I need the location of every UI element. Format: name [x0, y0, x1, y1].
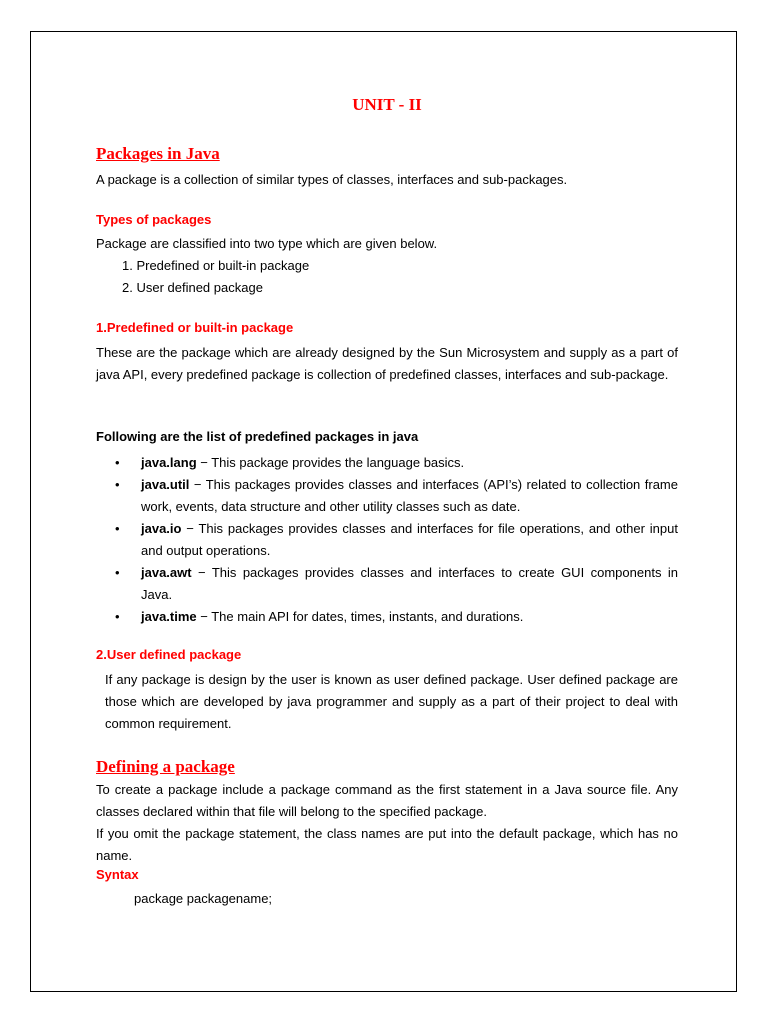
packages-heading: Packages in Java	[96, 144, 220, 163]
list-item	[96, 452, 678, 474]
list-item	[96, 606, 678, 628]
package-name: java.lang	[141, 455, 197, 470]
package-description: − This packages provides classes and interfaces (API’s) related to collection frame work, events, data structure and other utility classes such as date.	[141, 477, 678, 514]
defining-heading: Defining a package	[96, 757, 235, 776]
list-item	[96, 518, 678, 562]
predefined-packages-list	[96, 452, 678, 628]
package-description: − This package provides the language basics.	[196, 455, 465, 470]
package-description: − This packages provides classes and interfaces for file operations, and other input and output operations.	[141, 521, 678, 558]
bullet-icon: •	[115, 565, 120, 580]
types-intro: Package are classified into two type which are given below.	[96, 236, 438, 251]
defining-paragraph-1: To create a package include a package command as the first statement in a Java source file. Any classes declared within that file will belong to the specified package.	[96, 782, 678, 819]
predefined-paragraph: These are the package which are already designed by the Sun Microsystem and supply as a part of java API, every predefined package is collection of predefined classes, interfaces and sub-package.	[96, 345, 678, 382]
list-item	[96, 562, 678, 606]
types-heading: Types of packages	[96, 212, 212, 227]
bullet-icon: •	[115, 521, 120, 536]
package-name: java.io	[141, 521, 182, 536]
bullet-icon: •	[115, 455, 120, 470]
package-description: − This packages provides classes and interfaces to create GUI components in Java.	[141, 565, 678, 602]
predefined-list-heading: Following are the list of predefined packages in java	[96, 429, 419, 444]
package-description: − The main API for dates, times, instants, and durations.	[196, 609, 524, 624]
types-list-item-2: 2. User defined package	[122, 280, 263, 295]
types-list-item-1: 1. Predefined or built-in package	[122, 258, 310, 273]
user-defined-paragraph: If any package is design by the user is known as user defined package. User defined package are those which are developed by java programmer and supply as a part of their project to deal with common requirement.	[105, 672, 678, 731]
bullet-icon: •	[115, 609, 120, 624]
predefined-heading: 1.Predefined or built-in package	[96, 320, 294, 335]
bullet-icon: •	[115, 477, 120, 492]
package-name: java.util	[141, 477, 190, 492]
syntax-code: package packagename;	[134, 891, 273, 906]
unit-title: UNIT - II	[352, 95, 422, 114]
syntax-label: Syntax	[96, 867, 139, 882]
defining-paragraph-2: If you omit the package statement, the class names are put into the default package, which has no name.	[96, 826, 678, 863]
user-defined-heading: 2.User defined package	[96, 647, 242, 662]
packages-intro: A package is a collection of similar types of classes, interfaces and sub-packages.	[96, 172, 568, 187]
package-name: java.time	[141, 609, 197, 624]
list-item	[96, 474, 678, 518]
package-name: java.awt	[141, 565, 192, 580]
